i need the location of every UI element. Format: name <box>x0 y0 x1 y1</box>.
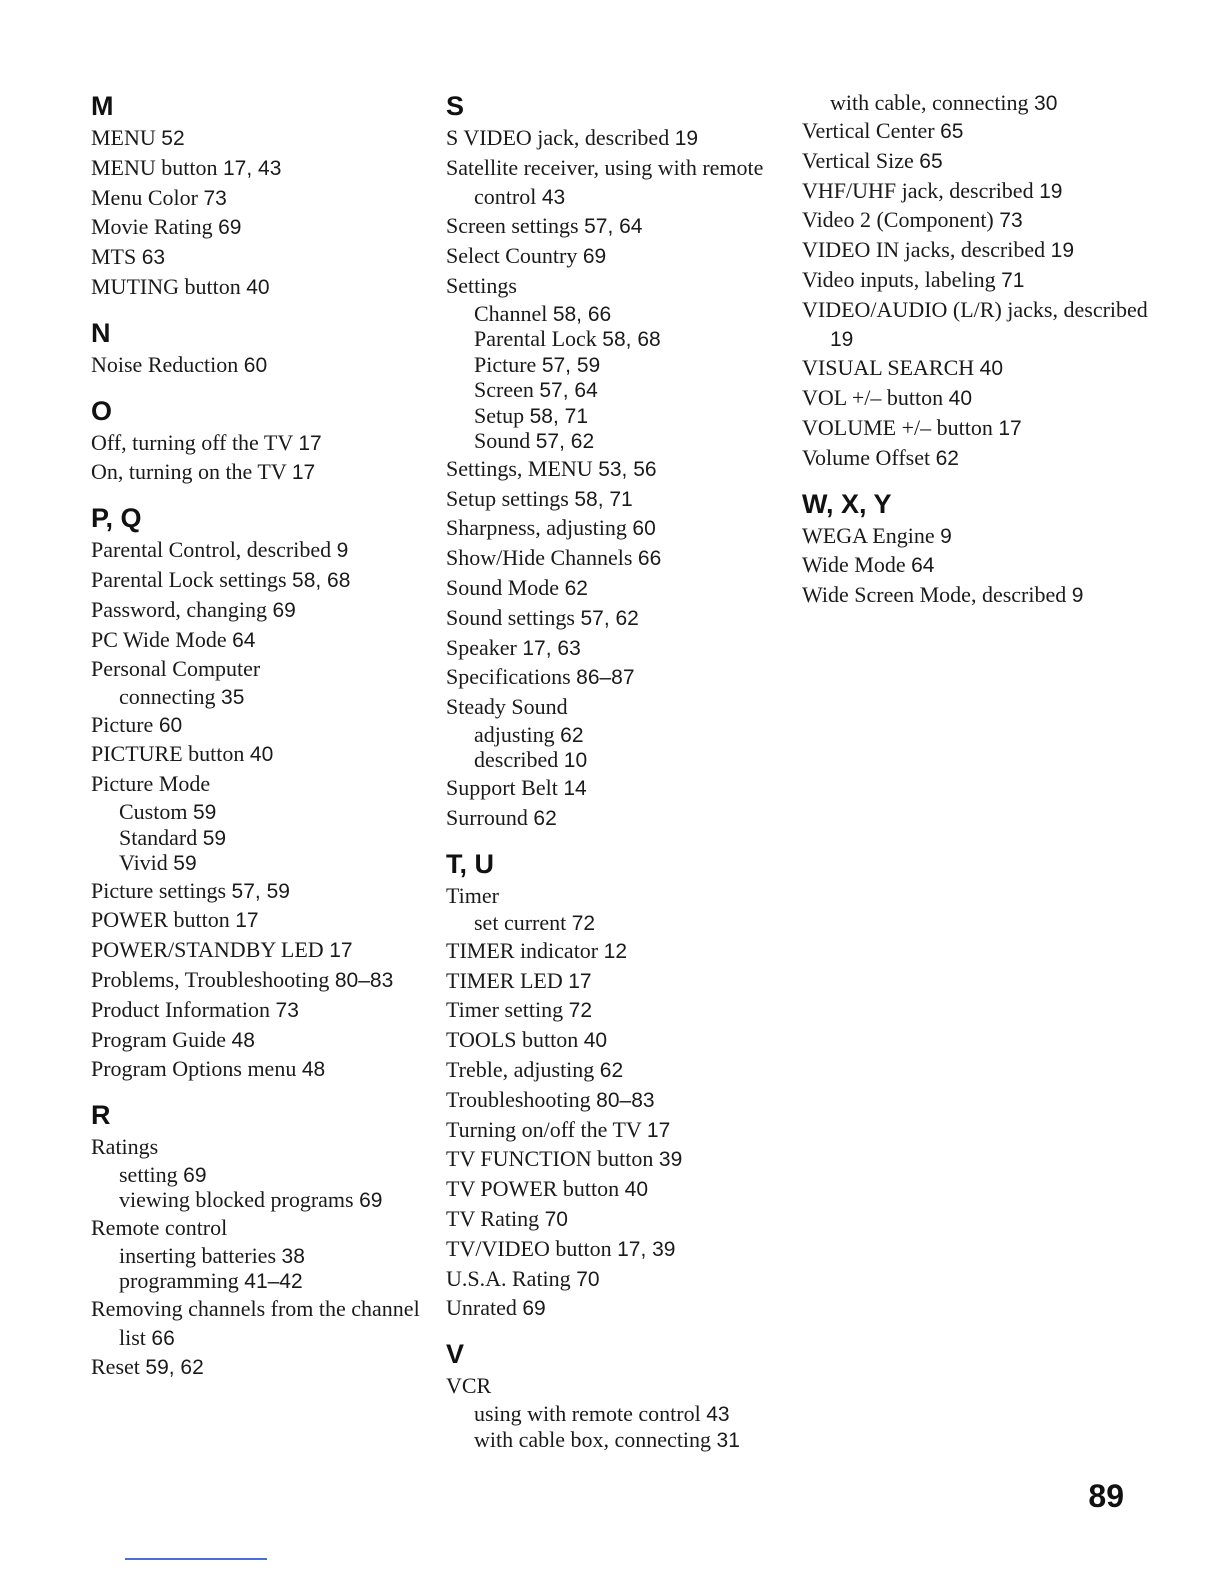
index-entry <box>91 770 421 800</box>
index-subentry <box>446 748 786 774</box>
index-entry-text: Settings <box>446 272 517 298</box>
index-entry-pages: 62 <box>599 1059 624 1083</box>
index-entry-text: Removing channels from the channel list <box>91 1295 420 1350</box>
index-subentry-text: viewing blocked programs <box>119 1187 354 1213</box>
index-entry-text: Setup settings <box>446 485 569 511</box>
index-entry-text: Picture settings <box>91 877 227 903</box>
index-entry-pages: 86–87 <box>576 666 635 690</box>
index-entry-text: Sharpness, adjusting <box>446 515 627 541</box>
index-subentry-pages: 58, 71 <box>529 404 589 428</box>
index-entry <box>91 936 421 966</box>
index-entry <box>802 117 1162 147</box>
index-entry-pages: 39 <box>658 1148 683 1172</box>
index-entry-pages: 17, 39 <box>617 1237 676 1261</box>
index-entry-text: PICTURE button <box>91 741 245 767</box>
index-entry-pages: 69 <box>522 1297 546 1321</box>
index-entry <box>446 1205 786 1235</box>
index-entry <box>91 536 421 566</box>
index-entry-text: VOL +/– button <box>802 385 944 411</box>
index-subentry <box>91 1188 421 1214</box>
index-subentry-text: Picture <box>474 351 537 377</box>
index-entry <box>446 154 786 213</box>
index-entry-text: MENU <box>91 125 156 150</box>
index-subentry-text: Sound <box>474 428 531 454</box>
section-letter: W, X, Y <box>802 488 892 519</box>
index-entry-pages: 17 <box>646 1118 671 1142</box>
index-entry-pages: 48 <box>231 1028 255 1052</box>
index-entry-text: PC Wide Mode <box>91 626 227 652</box>
index-entry-text: Support Belt <box>446 774 558 800</box>
index-entry-pages: 40 <box>583 1029 608 1053</box>
index-entry-text: Screen settings <box>446 213 579 239</box>
index-subentry <box>91 800 421 826</box>
index-entry-pages: 40 <box>948 387 973 411</box>
index-entry <box>91 711 421 741</box>
index-subentry <box>91 851 421 877</box>
index-subentry-text: Channel <box>474 300 548 326</box>
index-subentry <box>91 1269 421 1295</box>
index-entry <box>91 566 421 596</box>
index-entry <box>446 996 786 1026</box>
index-entry-pages: 73 <box>203 186 227 210</box>
index-subentry-pages: 38 <box>281 1244 305 1268</box>
index-entry <box>91 1295 421 1354</box>
index-subentry <box>91 826 421 852</box>
index-entry <box>446 124 786 154</box>
index-entry-pages: 63 <box>141 246 166 270</box>
index-entry-pages: 9 <box>336 539 349 563</box>
index-subentry-pages: 69 <box>359 1189 383 1213</box>
index-entry-text: Video 2 (Component) <box>802 207 994 233</box>
index-entry-pages: 17 <box>568 969 592 993</box>
index-entry <box>91 154 421 184</box>
index-entry-text: VISUAL SEARCH <box>802 355 975 381</box>
index-entry-text: Menu Color <box>91 184 198 210</box>
index-subentry <box>446 1402 786 1428</box>
index-entry-text: MENU button <box>91 154 218 180</box>
index-entry-pages: 57, 64 <box>584 215 643 239</box>
index-entry-text: VIDEO/AUDIO (L/R) jacks, described <box>802 296 1148 322</box>
index-entry-pages: 9 <box>1071 584 1084 608</box>
index-entry-text: TIMER indicator <box>446 937 599 963</box>
index-entry-text: Video inputs, labeling <box>802 266 996 292</box>
index-subentry-pages: 41–42 <box>244 1270 303 1294</box>
index-entry <box>91 1055 421 1085</box>
index-entry-pages: 48 <box>301 1058 326 1082</box>
index-entry-pages: 17 <box>291 461 316 485</box>
index-entry-pages: 19 <box>674 127 699 150</box>
section-letter: V <box>446 1339 465 1370</box>
index-entry-text: Off, turning off the TV <box>91 429 293 455</box>
index-entry-text: Program Options menu <box>91 1056 297 1082</box>
index-subentry <box>446 404 786 430</box>
index-subentry-text: Screen <box>474 377 534 403</box>
index-entry-text: Product Information <box>91 996 271 1022</box>
index-entry <box>446 1056 786 1086</box>
index-entry-pages: 62 <box>564 576 588 600</box>
index-entry <box>446 1116 786 1146</box>
index-entry <box>446 1235 786 1265</box>
index-entry <box>91 213 421 243</box>
index-entry-pages: 80–83 <box>596 1088 655 1112</box>
index-entry-text: POWER/STANDBY LED <box>91 937 324 963</box>
index-entry-text: Timer <box>446 882 499 908</box>
index-entry <box>446 1372 786 1402</box>
index-entry <box>802 384 1162 414</box>
index-entry-text: TV POWER button <box>446 1176 620 1202</box>
index-entry-pages: 73 <box>999 209 1023 233</box>
index-entry <box>446 604 786 634</box>
index-entry-pages: 52 <box>161 127 185 150</box>
section-letter: O <box>91 395 113 426</box>
index-entry-pages: 60 <box>632 517 656 541</box>
index-entry <box>91 877 421 907</box>
index-entry-pages: 40 <box>249 743 274 767</box>
index-entry-pages: 53, 56 <box>598 457 657 481</box>
index-entry-text: Satellite receiver, using with remote control <box>446 154 764 209</box>
index-entry-text: VIDEO IN jacks, described <box>802 237 1046 263</box>
index-entry <box>446 1265 786 1295</box>
index-entry <box>802 581 1162 611</box>
index-continuation-text: with cable, connecting <box>830 90 1029 115</box>
index-section <box>91 1099 421 1383</box>
index-entry-text: S VIDEO jack, described <box>446 125 670 150</box>
index-entry <box>802 147 1162 177</box>
index-entry-text: Sound settings <box>446 604 575 630</box>
index-entry-pages: 62 <box>935 446 959 470</box>
index-entry <box>446 882 786 912</box>
page-number: 89 <box>1088 1478 1124 1514</box>
index-section <box>446 1338 786 1453</box>
index-entry <box>91 351 421 381</box>
index-entry <box>91 1214 421 1244</box>
index-section <box>446 90 786 834</box>
index-entry-text: MTS <box>91 244 137 270</box>
index-entry <box>91 1133 421 1163</box>
index-entry-text: Troubleshooting <box>446 1086 591 1112</box>
index-entry <box>802 266 1162 296</box>
index-entry <box>91 1026 421 1056</box>
index-entry <box>91 184 421 214</box>
index-entry <box>446 574 786 604</box>
index-entry-text: Show/Hide Channels <box>446 545 633 571</box>
index-entry <box>802 414 1162 444</box>
index-subentry <box>446 378 786 404</box>
index-entry-pages: 14 <box>563 776 587 800</box>
index-entry <box>446 485 786 515</box>
index-entry-pages: 12 <box>603 939 627 963</box>
index-entry-text: Speaker <box>446 634 517 660</box>
index-entry <box>446 693 786 723</box>
index-entry-pages: 71 <box>1001 268 1025 292</box>
index-entry-pages: 69 <box>218 216 242 240</box>
index-section <box>446 848 786 1325</box>
index-subentry-text: connecting <box>119 684 216 710</box>
index-entry <box>446 272 786 302</box>
index-entry-pages: 66 <box>637 547 662 571</box>
index-entry <box>446 242 786 272</box>
index-subentry <box>91 1244 421 1270</box>
index-entry <box>91 429 421 459</box>
index-entry-pages: 17, 43 <box>223 156 282 180</box>
index-entry-pages: 17 <box>998 416 1022 440</box>
index-entry-pages: 9 <box>940 524 952 548</box>
index-entry-pages: 60 <box>158 713 183 737</box>
index-subentry-text: Setup <box>474 402 525 428</box>
index-entry-text: Picture <box>91 711 154 737</box>
index-entry-text: Steady Sound <box>446 694 568 720</box>
index-entry <box>446 937 786 967</box>
index-entry <box>446 544 786 574</box>
index-entry-text: Settings, MENU <box>446 455 593 481</box>
index-subentry <box>446 1428 786 1454</box>
index-subentry <box>446 911 786 937</box>
index-entry-text: Password, changing <box>91 596 267 622</box>
index-column-1 <box>91 90 421 1397</box>
index-entry-pages: 19 <box>1050 239 1074 263</box>
index-entry-text: TV/VIDEO button <box>446 1235 612 1261</box>
index-entry <box>446 1145 786 1175</box>
index-entry-pages: 19 <box>830 327 854 351</box>
index-entry-text: Noise Reduction <box>91 351 239 377</box>
section-letter: R <box>91 1100 111 1131</box>
index-entry-pages: 17 <box>235 909 259 933</box>
index-subentry-pages: 72 <box>571 912 596 936</box>
index-entry-pages: 58, 68 <box>292 568 351 592</box>
index-entry-text: Parental Lock settings <box>91 566 287 592</box>
index-entry <box>446 967 786 997</box>
index-entry <box>446 1175 786 1205</box>
index-subentry-text: inserting batteries <box>119 1242 277 1268</box>
index-entry <box>91 996 421 1026</box>
index-entry <box>91 243 421 273</box>
index-entry-pages: 65 <box>919 149 943 173</box>
index-entry-pages: 72 <box>568 999 593 1023</box>
index-subentry <box>446 302 786 328</box>
index-entry <box>91 273 421 303</box>
index-entry-text: TV FUNCTION button <box>446 1146 654 1172</box>
index-entry-pages: 57, 62 <box>580 606 639 630</box>
index-entry-text: Unrated <box>446 1295 517 1321</box>
index-entry <box>91 740 421 770</box>
index-entry <box>802 354 1162 384</box>
index-entry-pages: 17 <box>329 939 353 963</box>
index-entry-text: On, turning on the TV <box>91 459 287 485</box>
index-subentry-pages: 57, 62 <box>535 430 595 454</box>
index-entry-pages: 80–83 <box>334 968 394 992</box>
index-continuation-pages: 30 <box>1034 92 1058 115</box>
index-entry-text: Picture Mode <box>91 771 211 797</box>
section-letter: M <box>91 91 114 121</box>
index-entry-pages: 73 <box>275 998 299 1022</box>
index-entry <box>802 296 1162 355</box>
index-entry-pages: 69 <box>582 245 607 269</box>
index-entry-text: VHF/UHF jack, described <box>802 177 1034 203</box>
index-entry-text: VCR <box>446 1373 492 1399</box>
index-subentry-pages: 57, 64 <box>539 379 598 403</box>
index-entry-text: Sound Mode <box>446 574 560 600</box>
index-entry-text: Turning on/off the TV <box>446 1116 642 1142</box>
index-entry-pages: 64 <box>232 628 256 652</box>
index-entry-text: Specifications <box>446 664 571 690</box>
index-entry-pages: 66 <box>151 1326 175 1350</box>
index-entry-pages: 58, 71 <box>574 487 633 511</box>
section-letter: S <box>446 91 465 121</box>
index-subentry <box>91 1163 421 1189</box>
index-section <box>91 395 421 489</box>
index-entry-text: Parental Control, described <box>91 537 332 563</box>
section-letter: N <box>91 317 111 348</box>
index-subentry-pages: 35 <box>221 686 245 710</box>
index-entry <box>446 1026 786 1056</box>
index-entry-text: Program Guide <box>91 1026 227 1052</box>
index-section <box>802 488 1162 611</box>
index-column-3 <box>802 90 1162 625</box>
index-entry-text: Problems, Troubleshooting <box>91 966 330 992</box>
index-entry-pages: 19 <box>1039 179 1063 203</box>
index-entry <box>446 663 786 693</box>
index-entry-text: Timer setting <box>446 997 564 1023</box>
index-section <box>91 502 421 1085</box>
index-subentry-text: with cable box, connecting <box>474 1426 712 1452</box>
index-entry-pages: 65 <box>940 120 964 143</box>
index-entry-pages: 43 <box>541 185 566 209</box>
index-entry-pages: 70 <box>544 1208 568 1232</box>
index-subentry-pages: 58, 66 <box>552 302 612 326</box>
index-entry-pages: 59, 62 <box>145 1356 204 1380</box>
index-entry-text: Personal Computer <box>91 656 261 682</box>
index-entry-text: TIMER LED <box>446 967 563 993</box>
index-subentry-text: adjusting <box>474 721 555 747</box>
index-section <box>91 317 421 381</box>
index-entry-pages: 62 <box>533 806 557 830</box>
index-entry <box>91 1353 421 1383</box>
index-column-2 <box>446 90 786 1467</box>
index-subentry-pages: 10 <box>563 749 588 773</box>
index-entry <box>802 551 1162 581</box>
index-entry <box>802 206 1162 236</box>
index-subentry-pages: 31 <box>716 1428 740 1452</box>
index-subentry-text: using with remote control <box>474 1401 701 1426</box>
index-subentry-pages: 69 <box>183 1163 207 1187</box>
index-entry-text: VOLUME +/– button <box>802 414 993 440</box>
index-section <box>91 90 421 303</box>
index-entry-text: WEGA Engine <box>802 522 935 548</box>
index-subentry-pages: 43 <box>706 1403 730 1426</box>
index-subentry <box>446 327 786 353</box>
index-entry-text: U.S.A. Rating <box>446 1265 571 1291</box>
index-entry <box>802 444 1162 474</box>
index-entry <box>446 455 786 485</box>
index-entry <box>91 626 421 656</box>
index-subentry-pages: 59 <box>173 852 197 876</box>
index-entry-text: Wide Screen Mode, described <box>802 582 1067 608</box>
index-subentry <box>446 429 786 455</box>
index-entry-pages: 40 <box>246 275 270 299</box>
index-entry-text: Vertical Size <box>802 147 914 173</box>
index-subentry-text: Parental Lock <box>474 326 597 352</box>
index-subentry <box>446 723 786 749</box>
index-entry-pages: 69 <box>272 598 296 622</box>
index-entry <box>446 1294 786 1324</box>
index-entry-text: MUTING button <box>91 273 241 299</box>
index-entry <box>446 1086 786 1116</box>
index-entry <box>91 124 421 154</box>
index-entry <box>802 522 1162 552</box>
index-entry-text: Ratings <box>91 1134 159 1160</box>
index-entry <box>91 458 421 488</box>
index-subentry-text: Custom <box>119 799 188 825</box>
index-subentry <box>446 353 786 379</box>
index-subentry-text: set current <box>474 910 567 936</box>
index-entry-text: TOOLS button <box>446 1027 579 1053</box>
bottom-rule <box>125 1558 267 1560</box>
index-entry <box>91 966 421 996</box>
index-entry <box>446 774 786 804</box>
section-letter: P, Q <box>91 503 142 534</box>
index-subentry-pages: 58, 68 <box>602 328 661 352</box>
index-entry <box>91 596 421 626</box>
index-subentry-text: described <box>474 747 559 773</box>
index-entry <box>446 212 786 242</box>
index-entry <box>446 514 786 544</box>
index-entry-text: Volume Offset <box>802 444 931 470</box>
index-entry-pages: 40 <box>979 357 1004 381</box>
index-entry-pages: 40 <box>624 1178 649 1202</box>
index-entry-pages: 57, 59 <box>231 879 290 903</box>
index-entry-text: Movie Rating <box>91 214 213 240</box>
index-subentry <box>91 685 421 711</box>
index-entry-text: Treble, adjusting <box>446 1057 595 1083</box>
index-entry-text: Surround <box>446 804 528 830</box>
index-entry-pages: 17 <box>298 431 322 455</box>
index-subentry-pages: 59 <box>202 826 227 850</box>
index-entry <box>802 177 1162 207</box>
index-entry-text: Wide Mode <box>802 552 906 578</box>
section-letter: T, U <box>446 848 495 879</box>
index-entry-pages: 17, 63 <box>522 636 581 660</box>
index-entry <box>446 804 786 834</box>
index-subentry-text: Vivid <box>119 850 168 876</box>
index-subentry-text: setting <box>119 1161 178 1187</box>
index-entry-text: Remote control <box>91 1214 228 1240</box>
index-section <box>802 117 1162 474</box>
index-entry-text: Reset <box>91 1354 140 1380</box>
index-entry-pages: 70 <box>576 1267 600 1291</box>
index-entry <box>446 634 786 664</box>
index-subentry-pages: 59 <box>192 801 217 825</box>
index-entry-pages: 64 <box>911 554 935 578</box>
index-subentry-text: programming <box>119 1268 239 1294</box>
index-entry <box>91 655 421 685</box>
index-entry <box>802 236 1162 266</box>
index-entry <box>91 906 421 936</box>
index-subentry-pages: 62 <box>560 723 584 747</box>
index-entry-text: Vertical Center <box>802 118 935 143</box>
index-continuation <box>802 90 1162 117</box>
index-entry-text: POWER button <box>91 907 230 933</box>
index-entry-pages: 60 <box>243 353 268 377</box>
index-entry-text: Select Country <box>446 243 578 269</box>
index-subentry-pages: 57, 59 <box>541 353 601 377</box>
index-subentry-text: Standard <box>119 824 198 850</box>
index-entry-text: TV Rating <box>446 1206 540 1232</box>
